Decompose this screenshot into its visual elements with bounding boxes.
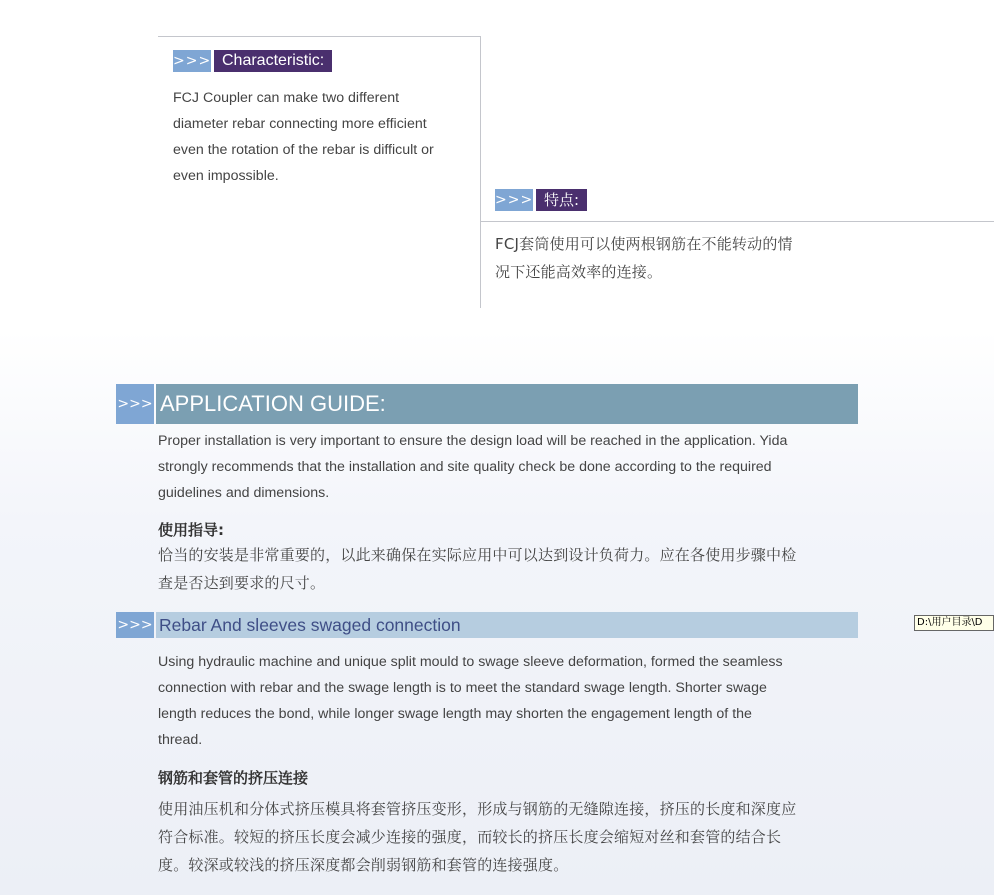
text-line: thread. xyxy=(158,732,203,748)
rebar-section-cn-heading: 钢筋和套管的挤压连接 xyxy=(158,769,309,787)
text-line: even the rotation of the rebar is difficult or xyxy=(173,142,434,158)
rebar-section-cn-text xyxy=(158,795,858,879)
text-line: Proper installation is very important to ensure the design load will be reached in the application. Yida xyxy=(158,433,788,449)
text-line: FCJ套筒使用可以使两根钢筋在不能转动的情 xyxy=(495,235,793,253)
characteristic-arrow-icon: >>> xyxy=(173,50,211,72)
text-line: 查是否达到要求的尺寸。 xyxy=(158,574,326,592)
text-line: 度。较深或较浅的挤压深度都会削弱钢筋和套管的连接强度。 xyxy=(158,856,569,874)
text-line: length reduces the bond, while longer swage length may shorten the engagement length of the xyxy=(158,706,752,722)
rebar-section-arrow-icon: >>> xyxy=(116,612,154,638)
text-line: FCJ Coupler can make two different xyxy=(173,90,400,106)
rebar-section-text xyxy=(158,649,858,753)
characteristic-text xyxy=(173,85,467,189)
text-line: strongly recommends that the installation and site quality check be done according to the required xyxy=(158,459,772,475)
top-left-divider xyxy=(158,36,480,37)
center-vertical-divider xyxy=(480,36,481,308)
text-line: 使用油压机和分体式挤压模具将套管挤压变形，形成与钢筋的无缝隙连接，挤压的长度和深度应 xyxy=(158,800,797,818)
text-line: 符合标准。较短的挤压长度会减少连接的强度，而较长的挤压长度会缩短对丝和套管的结合长 xyxy=(158,828,782,846)
file-path-tooltip: D:\用户目录\D xyxy=(914,615,994,631)
rebar-section-title: Rebar And sleeves swaged connection xyxy=(156,612,858,638)
application-guide-cn-text xyxy=(158,541,858,597)
features-arrow-icon: >>> xyxy=(495,189,533,211)
text-line: even impossible. xyxy=(173,168,279,184)
middle-right-divider xyxy=(480,221,994,222)
application-guide-cn-heading: 使用指导: xyxy=(158,521,224,539)
application-guide-text xyxy=(158,428,858,506)
features-heading: 特点: xyxy=(536,189,587,211)
text-line: connection with rebar and the swage length is to meet the standard swage length. Shorter swage xyxy=(158,680,767,696)
characteristic-heading: Characteristic: xyxy=(214,50,332,72)
text-line: guidelines and dimensions. xyxy=(158,485,330,501)
application-guide-title: APPLICATION GUIDE: xyxy=(156,384,858,424)
text-line: 况下还能高效率的连接。 xyxy=(495,263,663,281)
text-line: Using hydraulic machine and unique split mould to swage sleeve deformation, formed the seamless xyxy=(158,654,783,670)
application-guide-arrow-icon: >>> xyxy=(116,384,154,424)
text-line: diameter rebar connecting more efficient xyxy=(173,116,427,132)
text-line: 恰当的安装是非常重要的，以此来确保在实际应用中可以达到设计负荷力。应在各使用步骤中检 xyxy=(158,546,797,564)
features-text xyxy=(495,230,855,286)
